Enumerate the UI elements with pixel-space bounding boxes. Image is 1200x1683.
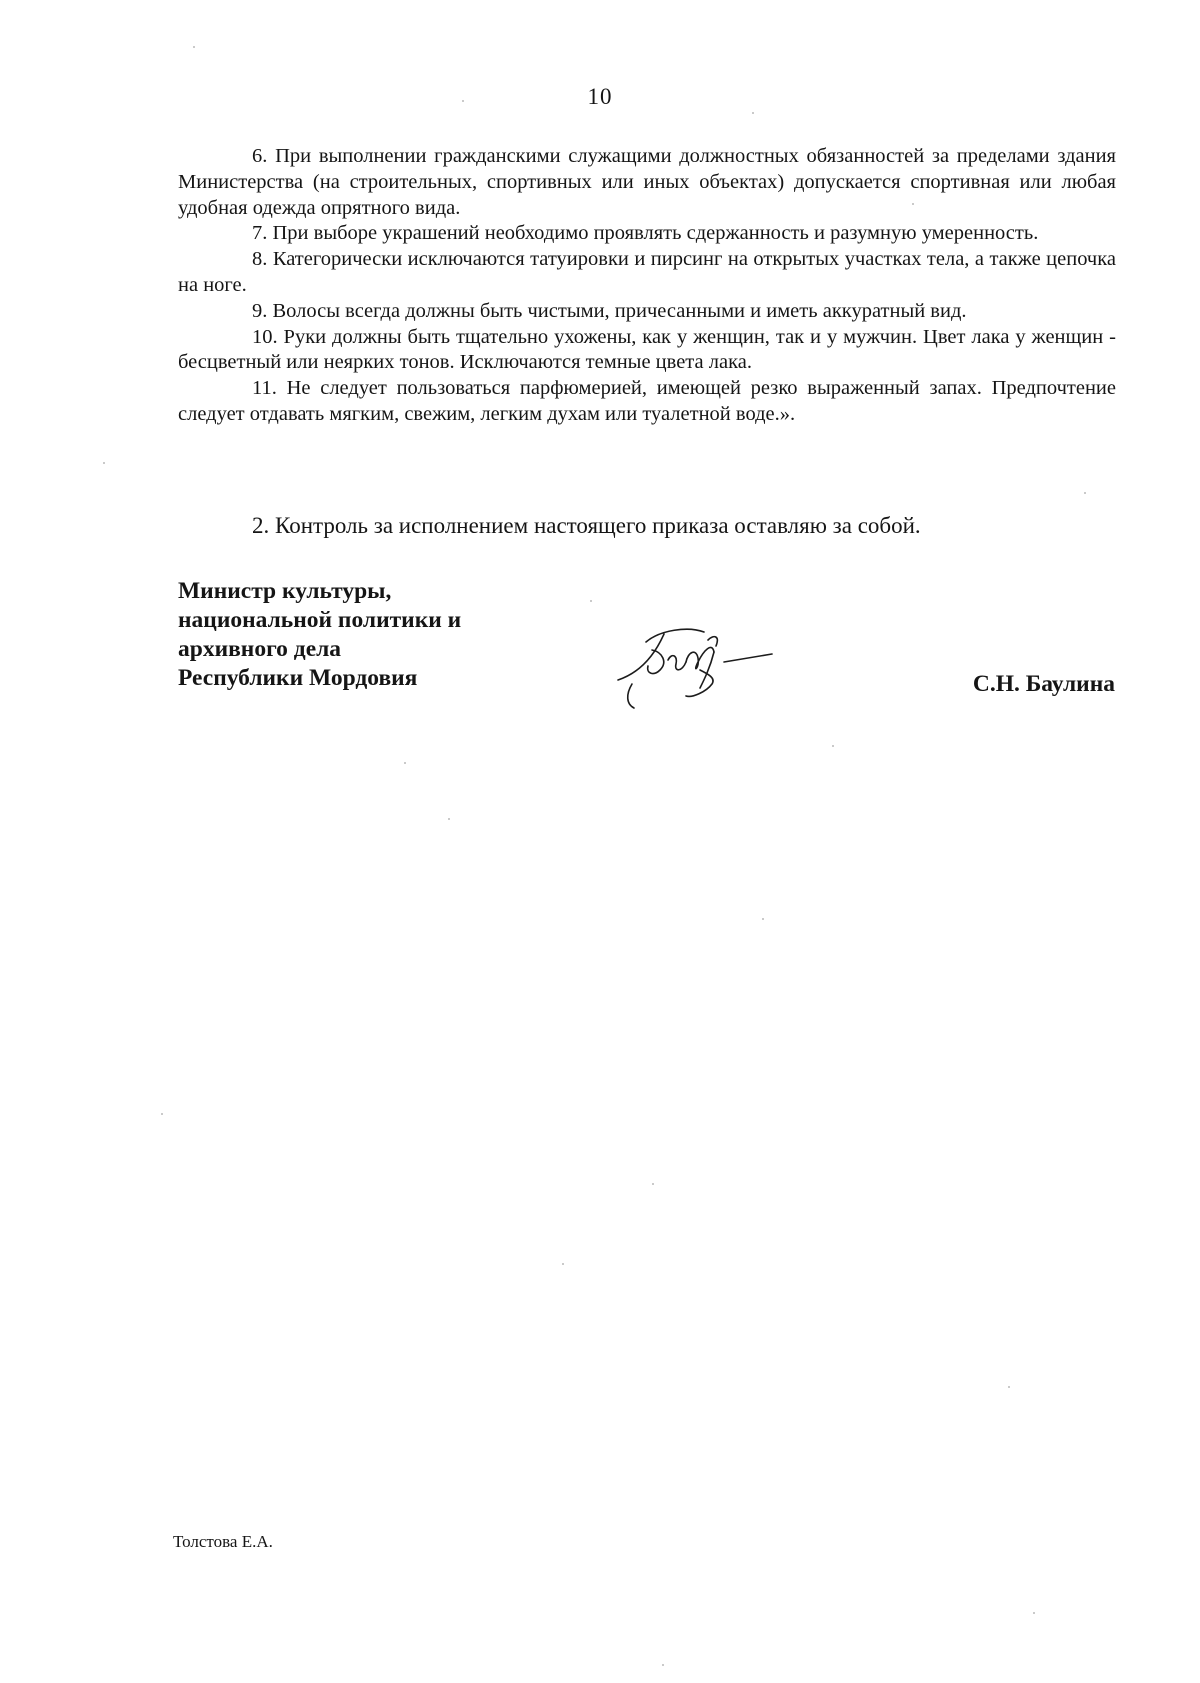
executor-name: Толстова Е.А. xyxy=(173,1532,273,1551)
signer-title-line: Республики Мордовия xyxy=(178,665,418,691)
paragraph-10: 10. Руки должны быть тщательно ухожены, как у женщин, так и у мужчин. Цвет лака у женщин - бесцветный или неярких тонов. Исключаются темные цвета лака. xyxy=(178,325,1116,374)
scan-speck xyxy=(562,1263,564,1265)
scan-speck xyxy=(590,600,592,602)
signer-title-line: национальной политики и xyxy=(178,607,462,633)
scan-speck xyxy=(103,462,105,464)
signer-title xyxy=(178,577,598,693)
signer-name: С.Н. Баулина xyxy=(972,671,1115,697)
signer-title-line: Министр культуры, xyxy=(178,578,392,604)
control-clause: 2. Контроль за исполнением настоящего приказа оставляю за собой. xyxy=(252,513,921,538)
scan-speck xyxy=(762,918,764,920)
scan-speck xyxy=(1008,1386,1010,1388)
scan-speck xyxy=(662,1664,664,1666)
paragraph-7: 7. При выборе украшений необходимо проявлять сдержанность и разумную умеренность. xyxy=(252,222,1039,245)
scan-speck xyxy=(1033,1612,1035,1614)
regulation-paragraphs xyxy=(178,144,1116,428)
scan-speck xyxy=(193,46,195,48)
scan-speck xyxy=(161,1113,163,1115)
paragraph-11: 11. Не следует пользоваться парфюмерией, имеющей резко выраженный запах. Предпочтение следует отдавать мягким, свежим, легким духам или туалетной воде.». xyxy=(178,377,1116,425)
signer-title-line: архивного дела xyxy=(178,636,342,662)
scan-speck xyxy=(832,745,834,747)
paragraph-6: 6. При выполнении гражданскими служащими должностных обязанностей за пределами здания Министерства (на строительных, спортивных или иных объектах) допускается спортивная или любая удобная одежда опрятного вида. xyxy=(178,145,1116,219)
scan-speck xyxy=(752,112,754,114)
scan-speck xyxy=(912,203,914,205)
scan-speck xyxy=(652,1183,654,1185)
scan-speck xyxy=(462,100,464,102)
scan-speck xyxy=(1084,492,1086,494)
paragraph-8: 8. Категорически исключаются татуировки и пирсинг на открытых участках тела, а также цепочка на ноге. xyxy=(178,248,1116,296)
page-number: 10 xyxy=(587,84,613,109)
scan-speck xyxy=(448,818,450,820)
paragraph-9: 9. Волосы всегда должны быть чистыми, причесанными и иметь аккуратный вид. xyxy=(252,299,967,322)
scan-speck xyxy=(404,762,406,764)
handwritten-signature xyxy=(612,622,782,712)
